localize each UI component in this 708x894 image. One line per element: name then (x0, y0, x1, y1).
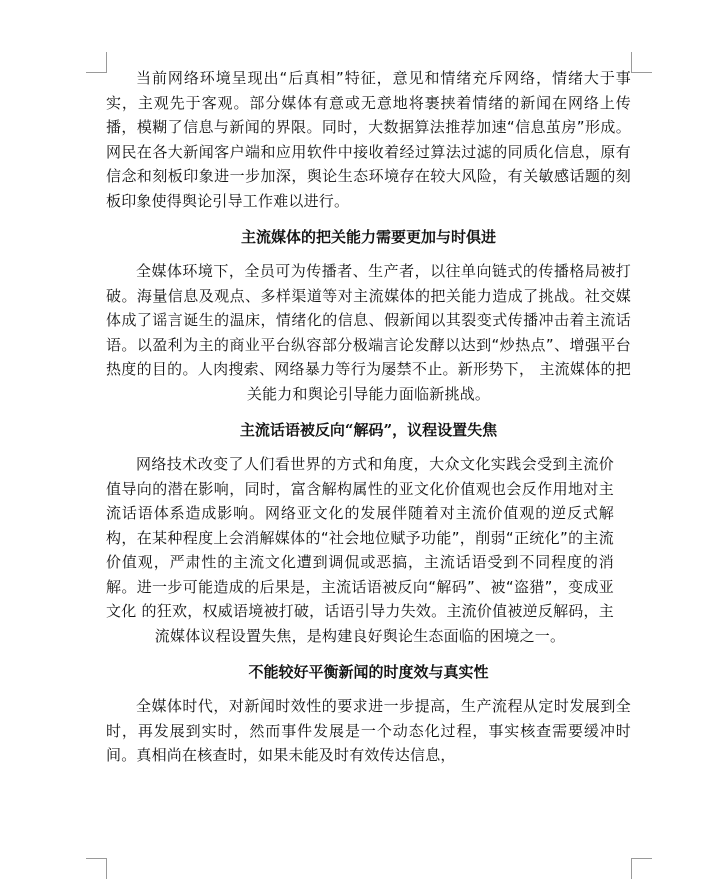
heading-gatekeeping: 主流媒体的把关能力需要更加与时俱进 (240, 228, 496, 246)
paragraph-reverse-decoding: 网络技术改变了人们看世界的方式和角度，大众文化实践会受到主流价值导向的潜在影响，同时，富含解构属性的亚文化价值观也会反作用地对主流话语体系造成影响。网络亚文化的发展伴随着对主流价值观的逆反式解构，在某种程度上会消解媒体的“社会地位赋予功能”，削弱“正统化”的主流价值观，严肃性的主流文化遭到调侃或恶搞，主流话语受到不同程度的消解。进一步可能造成的后果是，主流话语被反向“解码”、被“盗猎”，变成亚文化 的狂欢，权威语境被打破，话语引导力失效。主流价值被逆反解码，主流媒体议程设置失焦，是构建良好舆论生态面临的困境之一。 (106, 455, 614, 645)
crop-mark-bottom-left (86, 858, 107, 879)
heading-reverse-decoding: 主流话语被反向“解码”，议程设置失焦 (239, 421, 498, 439)
crop-mark-bottom-right (631, 858, 652, 879)
crop-mark-top-left (86, 52, 107, 73)
crop-mark-top-right (631, 52, 652, 73)
paragraph-post-truth: 当前网络环境呈现出“后真相”特征，意见和情绪充斥网络，情绪大于事实，主观先于客观。部分媒体有意或无意地将裹挟着情绪的新闻在网络上传播，模糊了信息与新闻的界限。同时，大数据算法推荐加速“信息茧房”形成。网民在各大新闻客户端和应用软件中接收着经过算法过滤的同质化信息，原有信念和刻板印象进一步加深，舆论生态环境存在较大风险，有关敏感话题的刻板印象使得舆论引导工作难以进行。 (106, 69, 631, 210)
heading-timeliness-truth: 不能较好平衡新闻的时度效与真实性 (248, 663, 489, 681)
paragraph-gatekeeping: 全媒体环境下，全员可为传播者、生产者，以往单向链式的传播格局被打破。海量信息及观点、多样渠道等对主流媒体的把关能力造成了挑战。社交媒体成了谣言诞生的温床，情绪化的信息、假新闻以其裂变式传播冲击着主流话语。以盈利为主的商业平台纵容部分极端言论发酵以达到“炒热点”、增强平台热度的目的。人肉搜索、网络暴力等行为屡禁不止。新形势下， 主流媒体的把关能力和舆论引导能力面临新挑战。 (106, 262, 631, 403)
paragraph-timeliness-truth: 全媒体时代，对新闻时效性的要求进一步提高，生产流程从定时发展到全时，再发展到实时，然而事件发展是一个动态化过程，事实核查需要缓冲时间。真相尚在核查时，如果未能及时有效传达信息， (106, 697, 631, 764)
document-body (106, 66, 631, 768)
